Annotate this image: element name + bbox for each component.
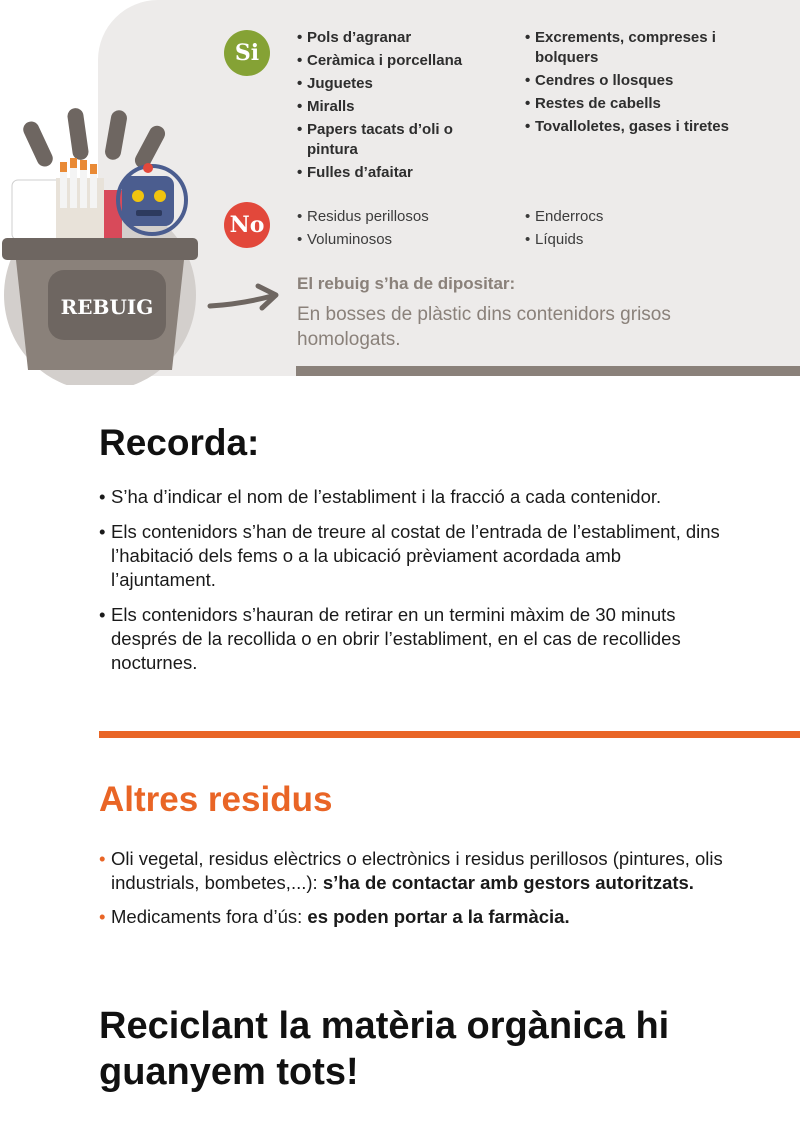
yes-list-column-2 xyxy=(525,28,740,140)
rebuig-bin-illustration xyxy=(0,100,210,385)
list-item: • Restes de cabells xyxy=(525,94,740,114)
arrow-right-icon xyxy=(206,282,284,318)
deposit-title: El rebuig s’ha de dipositar: xyxy=(297,274,516,293)
deposit-text: En bosses de plàstic dins contenidors grisos homologats. xyxy=(297,304,671,350)
list-item: • Residus perillosos xyxy=(297,207,507,227)
list-item: • Pols d’agranar xyxy=(297,28,507,48)
recorda-heading: Recorda: xyxy=(99,422,260,463)
list-item: • Voluminosos xyxy=(297,230,507,250)
list-item: • Enderrocs xyxy=(525,207,740,227)
no-list-column-2 xyxy=(525,207,740,253)
no-badge: No xyxy=(224,202,270,248)
list-item xyxy=(99,847,739,895)
list-item: • Líquids xyxy=(525,230,740,250)
item-bold-text: s’ha de contactar amb gestors autoritzats. xyxy=(322,872,694,893)
list-item: • Papers tacats d’oli o pintura xyxy=(297,120,507,160)
recorda-list xyxy=(99,485,729,686)
closing-slogan: Reciclant la matèria orgànica hi guanyem tots! xyxy=(99,1005,670,1093)
panel-bottom-bar xyxy=(296,366,800,376)
list-item: • Fulles d’afaitar xyxy=(297,163,507,183)
list-item xyxy=(99,905,739,929)
yes-list-column-1 xyxy=(297,28,507,186)
list-item: • Els contenidors s’han de treure al costat de l’entrada de l’establiment, dins l’habitació dels fems o a la ubicació prèviament acordada amb l’ajuntament. xyxy=(99,520,729,592)
list-item: • Juguetes xyxy=(297,74,507,94)
list-item: • Miralls xyxy=(297,97,507,117)
item-text: Oli vegetal, residus elèctrics o electrònics i residus perillosos (pintures, olis industrials, bombetes,...): xyxy=(111,848,723,893)
altres-heading: Altres residus xyxy=(99,780,333,819)
item-bold-text: es poden portar a la farmàcia. xyxy=(307,906,570,927)
no-list-column-1 xyxy=(297,207,507,253)
yes-badge: Si xyxy=(224,30,270,76)
list-item: • S’ha d’indicar el nom de l’establiment i la fracció a cada contenidor. xyxy=(99,485,729,509)
list-item: • Excrements, compreses i bolquers xyxy=(525,28,740,68)
item-text: Medicaments fora d’ús: xyxy=(111,906,308,927)
list-item: • Cendres o llosques xyxy=(525,71,740,91)
list-item: • Ceràmica i porcellana xyxy=(297,51,507,71)
altres-list xyxy=(99,847,739,939)
list-item: • Tovalloletes, gases i tiretes xyxy=(525,117,740,137)
bin-label: REBUIG xyxy=(60,295,154,319)
section-divider xyxy=(99,731,800,738)
list-item: • Els contenidors s’hauran de retirar en un termini màxim de 30 minuts després de la recollida o en obrir l’establiment, en el cas de recollides nocturnes. xyxy=(99,603,729,675)
